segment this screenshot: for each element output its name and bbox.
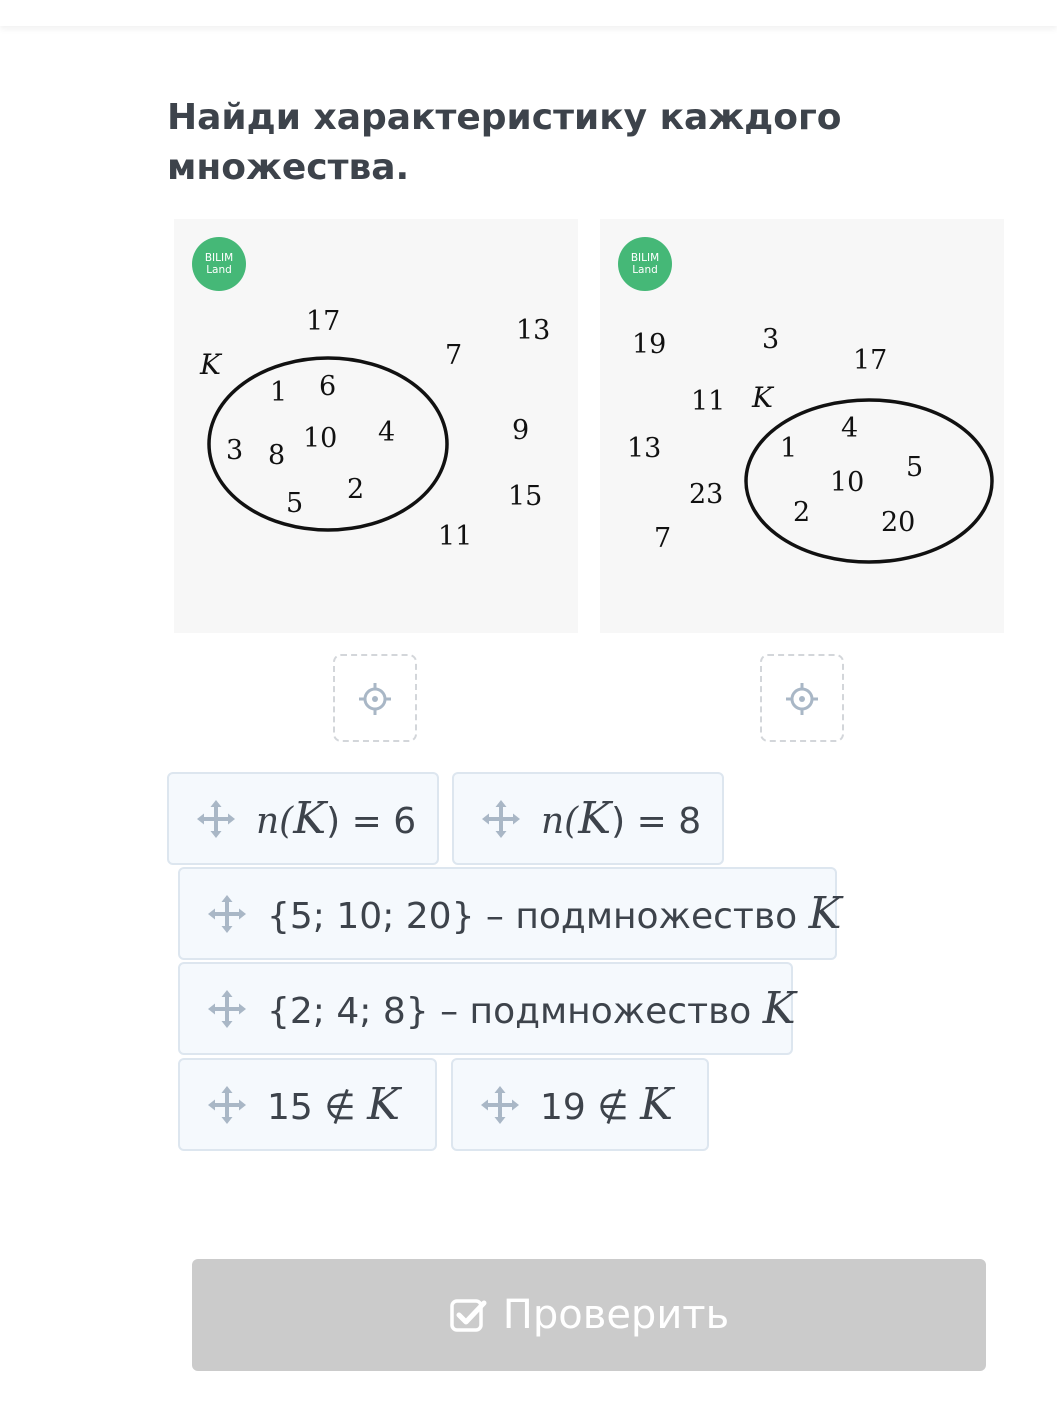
inside-number: 2 bbox=[347, 474, 365, 505]
move-icon bbox=[207, 894, 247, 934]
outside-number: 17 bbox=[853, 345, 888, 376]
venn-diagram-1 bbox=[174, 219, 578, 633]
card-text: n(K) = 8 bbox=[541, 793, 702, 844]
answer-card-n-k-8[interactable] bbox=[452, 772, 724, 865]
move-icon bbox=[196, 799, 236, 839]
inside-number: 2 bbox=[793, 497, 811, 528]
set-k-ellipse bbox=[746, 400, 992, 562]
inside-number: 5 bbox=[286, 488, 304, 519]
drop-zone-2[interactable] bbox=[760, 654, 844, 742]
outside-number: 11 bbox=[438, 521, 473, 552]
outside-number: 3 bbox=[762, 324, 780, 355]
venn-image-1 bbox=[174, 219, 578, 633]
outside-number: 9 bbox=[512, 415, 530, 446]
inside-number: 5 bbox=[906, 452, 924, 483]
check-button-label: Проверить bbox=[502, 1292, 730, 1338]
inside-number: 20 bbox=[881, 507, 916, 538]
check-button[interactable] bbox=[192, 1259, 986, 1371]
answer-card-subset-5-10-20[interactable] bbox=[178, 867, 842, 960]
answer-card-15-not-in-k[interactable] bbox=[178, 1058, 437, 1151]
set-label: K bbox=[200, 348, 221, 381]
inside-number: 3 bbox=[226, 435, 244, 466]
outside-number: 15 bbox=[508, 481, 543, 512]
bilimland-logo: BILIM Land bbox=[618, 237, 672, 291]
drop-zone-1[interactable] bbox=[333, 654, 417, 742]
move-icon bbox=[207, 989, 247, 1029]
inside-number: 1 bbox=[780, 433, 798, 464]
answer-card-19-not-in-k[interactable] bbox=[451, 1058, 709, 1151]
outside-number: 13 bbox=[627, 433, 662, 464]
task-title: Найди характеристику каждого множества. bbox=[167, 97, 842, 188]
answer-card-n-k-6[interactable] bbox=[167, 772, 439, 865]
outside-number: 11 bbox=[691, 386, 726, 417]
inside-number: 8 bbox=[268, 440, 286, 471]
checkbox-check-icon bbox=[449, 1296, 487, 1334]
inside-number: 10 bbox=[303, 423, 338, 454]
card-text: {2; 4; 8} – подмножество K bbox=[267, 983, 796, 1034]
move-icon bbox=[207, 1085, 247, 1125]
card-text: 15 ∉ K bbox=[267, 1079, 400, 1130]
card-text: {5; 10; 20} – подмножество K bbox=[267, 888, 842, 939]
move-icon bbox=[481, 799, 521, 839]
card-text: 19 ∉ K bbox=[540, 1079, 673, 1130]
outside-number: 23 bbox=[689, 479, 724, 510]
inside-number: 6 bbox=[319, 371, 337, 402]
venn-image-2 bbox=[600, 219, 1004, 633]
outside-number: 13 bbox=[516, 315, 551, 346]
inside-number: 4 bbox=[841, 413, 859, 444]
outside-number: 17 bbox=[306, 306, 341, 337]
inside-number: 10 bbox=[830, 467, 865, 498]
outside-number: 7 bbox=[654, 523, 672, 554]
move-icon bbox=[480, 1085, 520, 1125]
inside-number: 4 bbox=[378, 417, 396, 448]
answer-card-subset-2-4-8[interactable] bbox=[178, 962, 796, 1055]
venn-diagram-2 bbox=[600, 219, 1004, 633]
set-label: K bbox=[752, 381, 773, 414]
outside-number: 7 bbox=[445, 340, 463, 371]
bilimland-logo: BILIM Land bbox=[192, 237, 246, 291]
inside-number: 1 bbox=[270, 377, 288, 408]
card-text: n(K) = 6 bbox=[256, 793, 417, 844]
outside-number: 19 bbox=[632, 329, 667, 360]
target-icon bbox=[785, 682, 819, 716]
top-bar bbox=[0, 0, 1057, 26]
target-icon bbox=[358, 682, 392, 716]
